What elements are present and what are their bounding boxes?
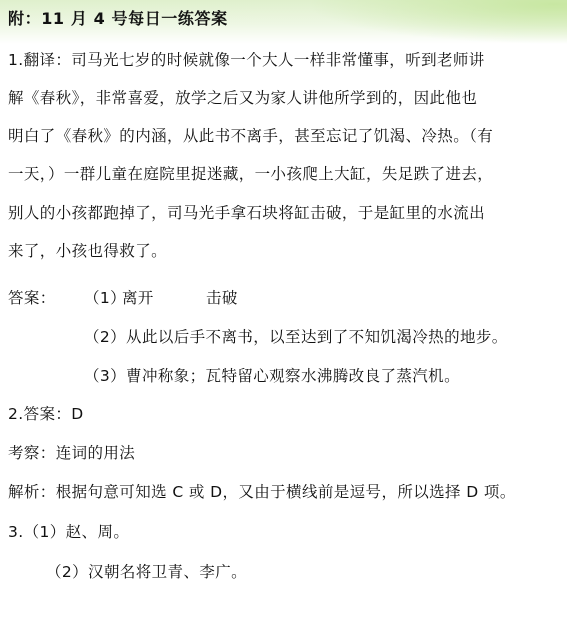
q1-answer-2: （2）从此以后手不离书，以至达到了不知饥渴冷热的地步。 [84, 328, 508, 346]
header-glow [307, 0, 567, 44]
q1-translation-line-4: 一天，）一群儿童在庭院里捉迷藏，一小孩爬上大缸，失足跌了进去， [8, 165, 494, 183]
q1-translation-line-1: 1.翻译：司马光七岁的时候就像一个大人一样非常懂事，听到老师讲 [8, 51, 485, 69]
q3-item-2: （2）汉朝名将卫青、李广。 [46, 563, 248, 581]
q2-topic: 考察：连词的用法 [8, 444, 136, 462]
q1-translation-line-6: 来了，小孩也得救了。 [8, 242, 168, 260]
q1-answer-1-a: 离开 [122, 289, 154, 307]
q1-translation-line-5: 别人的小孩都跑掉了，司马光手拿石块将缸击破，于是缸里的水流出 [8, 204, 486, 222]
page-title: 附：11 月 4 号每日一练答案 [8, 9, 228, 28]
q1-translation-line-3: 明白了《春秋》的内涵，从此书不离手，甚至忘记了饥渴、冷热。（有 [8, 127, 494, 145]
q2-answer: 2.答案：D [8, 405, 84, 423]
q1-answer-1-b: 击破 [206, 289, 238, 307]
q1-answer-label: 答案： [8, 289, 56, 307]
q1-answer-3: （3）曹冲称象；瓦特留心观察水沸腾改良了蒸汽机。 [84, 367, 460, 385]
q1-translation-line-2: 解《春秋》，非常喜爱，放学之后又为家人讲他所学到的，因此他也 [8, 89, 478, 107]
q2-analysis: 解析：根据句意可知选 C 或 D，又由于横线前是逗号，所以选择 D 项。 [8, 483, 516, 501]
q1-answer-1-number: （1） [84, 289, 127, 307]
q3-item-1: 3.（1）赵、周。 [8, 523, 130, 541]
